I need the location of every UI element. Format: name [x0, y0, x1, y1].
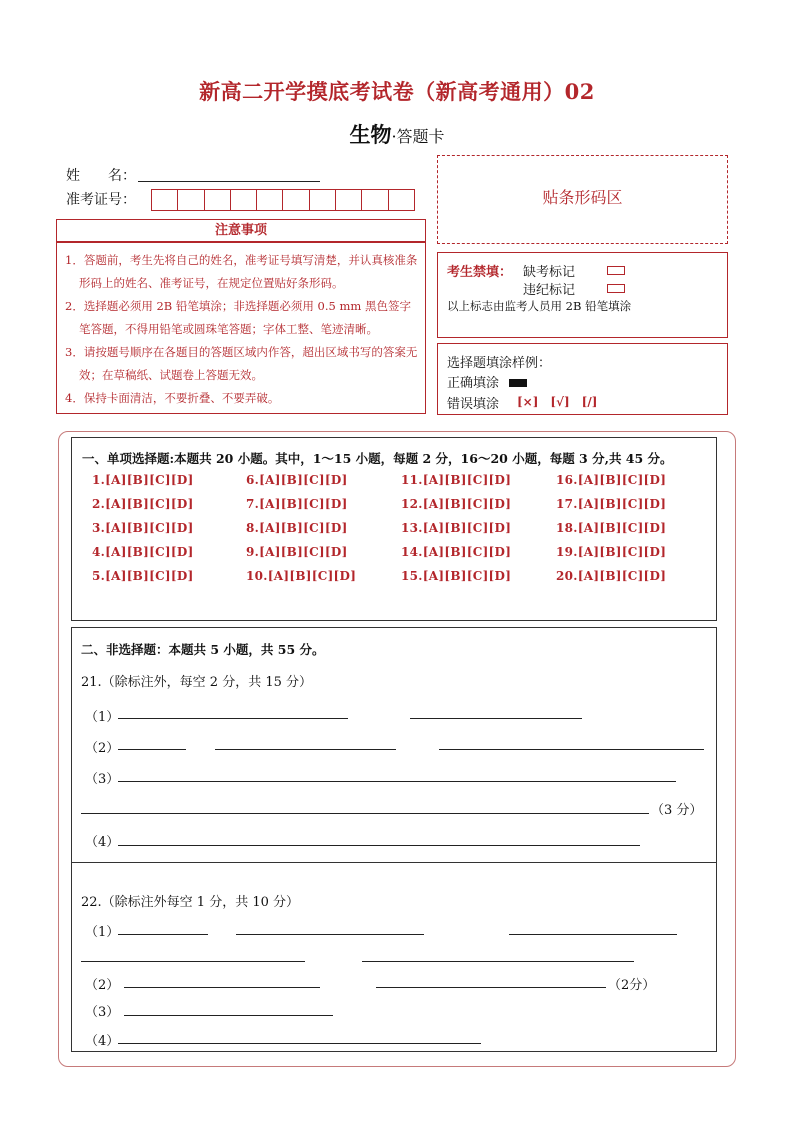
q22-part4-label: （4） [85, 1034, 120, 1049]
notice-item: 3．请按题号顺序在各题目的答题区域内作答，超出区域书写的答案无效；在草稿纸、试题卷上答题无效。 [65, 345, 418, 382]
id-digit-box[interactable] [389, 190, 414, 210]
marks-prefix: 考生禁填： [447, 265, 513, 280]
choice-question[interactable]: 16.[A][B][C][D] [556, 473, 667, 487]
choice-question[interactable]: 20.[A][B][C][D] [556, 569, 667, 583]
barcode-area [437, 155, 728, 244]
id-digit-box[interactable] [231, 190, 257, 210]
answer-line[interactable] [81, 961, 305, 962]
id-digit-box[interactable] [283, 190, 309, 210]
choice-question[interactable]: 10.[A][B][C][D] [246, 569, 357, 583]
section1-title: 一、单项选择题:本题共 20 小题。其中，1～15 小题，每题 2 分，16～20 小题，每题 3 分,共 45 分。 [82, 451, 673, 466]
answer-line[interactable] [118, 781, 676, 782]
notice-heading: 注意事项 [56, 219, 426, 242]
choice-question[interactable]: 17.[A][B][C][D] [556, 497, 667, 511]
notice-item: 1．答题前，考生先将自己的姓名，准考证号填写清楚，并认真核准条形码上的姓名、准考证号，在规定位置贴好条形码。 [65, 253, 418, 290]
choice-question[interactable]: 14.[A][B][C][D] [401, 545, 512, 559]
answer-line[interactable] [118, 845, 640, 846]
proctor-marks-box [437, 252, 728, 338]
q22-part1-label: （1） [85, 925, 120, 940]
section2-title: 二、非选择题：本题共 5 小题，共 55 分。 [81, 642, 325, 657]
notice-item: 2．选择题必须用 2B 铅笔填涂；非选择题必须用 0.5 mm 黑色签字笔答题，不得用铅笔或圆珠笔答题；字体工整、笔迹清晰。 [65, 299, 411, 336]
answer-line[interactable] [439, 749, 704, 750]
filled-mark-icon [509, 375, 527, 390]
document-title: 新高二开学摸底考试卷（新高考通用）02 [199, 79, 595, 104]
wrong-marks: [×] [√] [/] [517, 395, 598, 409]
answer-line[interactable] [118, 749, 186, 750]
choice-question[interactable]: 6.[A][B][C][D] [246, 473, 348, 487]
answer-line[interactable] [236, 934, 424, 935]
choice-question[interactable]: 1.[A][B][C][D] [92, 473, 194, 487]
wrong-fill-label: 错误填涂 [447, 397, 500, 412]
subject-name: 生物 [349, 122, 392, 147]
exam-id-boxes[interactable] [151, 189, 415, 211]
answer-line[interactable] [118, 934, 208, 935]
q21-part4-label: （4） [85, 835, 120, 850]
choice-question[interactable]: 7.[A][B][C][D] [246, 497, 348, 511]
choice-question[interactable]: 15.[A][B][C][D] [401, 569, 512, 583]
subject-title [0, 119, 794, 149]
notice-item: 4．保持卡面清洁，不要折叠、不要弄破。 [65, 391, 280, 405]
answer-line[interactable] [362, 961, 634, 962]
choice-question[interactable]: 8.[A][B][C][D] [246, 521, 348, 535]
answer-line[interactable] [124, 1015, 333, 1016]
notice-box [56, 242, 426, 414]
q22-part3-label: （3） [85, 1005, 120, 1020]
choice-question[interactable]: 13.[A][B][C][D] [401, 521, 512, 535]
barcode-label: 贴条形码区 [542, 188, 623, 207]
answer-line[interactable] [376, 987, 606, 988]
fill-sample-box [437, 343, 728, 415]
choice-question[interactable]: 5.[A][B][C][D] [92, 569, 194, 583]
q22-part2-score: （2分） [608, 978, 656, 993]
q21-part3-score: （3 分） [651, 803, 703, 818]
answer-line[interactable] [124, 987, 320, 988]
correct-fill-label: 正确填涂 [447, 376, 500, 391]
violation-mark-box[interactable] [607, 281, 625, 296]
id-digit-box[interactable] [362, 190, 388, 210]
id-digit-box[interactable] [257, 190, 283, 210]
choice-question[interactable]: 19.[A][B][C][D] [556, 545, 667, 559]
choice-question[interactable]: 11.[A][B][C][D] [401, 473, 512, 487]
rect-icon [607, 266, 625, 275]
exam-id-label: 准考证号： [66, 192, 136, 208]
id-digit-box[interactable] [310, 190, 336, 210]
id-digit-box[interactable] [152, 190, 178, 210]
question-divider [71, 862, 717, 863]
marks-note: 以上标志由监考人员用 2B 铅笔填涂 [447, 299, 632, 313]
answer-line[interactable] [118, 1043, 481, 1044]
q21-part3-label: （3） [85, 772, 120, 787]
answer-line[interactable] [410, 718, 582, 719]
name-label: 姓 名： [66, 168, 136, 184]
absent-mark-box[interactable] [607, 263, 625, 278]
answer-line[interactable] [509, 934, 677, 935]
choice-question[interactable]: 9.[A][B][C][D] [246, 545, 348, 559]
id-digit-box[interactable] [205, 190, 231, 210]
q22-title: 22.（除标注外每空 1 分，共 10 分） [81, 895, 300, 910]
id-digit-box[interactable] [178, 190, 204, 210]
id-digit-box[interactable] [336, 190, 362, 210]
choice-question[interactable]: 3.[A][B][C][D] [92, 521, 194, 535]
violation-label: 违纪标记 [523, 283, 576, 298]
sample-title: 选择题填涂样例： [447, 356, 552, 371]
q21-part2-label: （2） [85, 741, 120, 756]
q21-part1-label: （1） [85, 710, 120, 725]
choice-question[interactable]: 4.[A][B][C][D] [92, 545, 194, 559]
absent-label: 缺考标记 [523, 265, 576, 280]
answer-line[interactable] [81, 813, 649, 814]
answer-line[interactable] [215, 749, 396, 750]
q21-title: 21.（除标注外，每空 2 分，共 15 分） [81, 675, 313, 690]
choice-question[interactable]: 2.[A][B][C][D] [92, 497, 194, 511]
rect-icon [607, 284, 625, 293]
choice-question[interactable]: 18.[A][B][C][D] [556, 521, 667, 535]
name-field[interactable] [138, 181, 320, 182]
answer-line[interactable] [118, 718, 348, 719]
subject-suffix: ·答题卡 [391, 127, 445, 146]
choice-question[interactable]: 12.[A][B][C][D] [401, 497, 512, 511]
q22-part2-label: （2） [85, 978, 120, 993]
